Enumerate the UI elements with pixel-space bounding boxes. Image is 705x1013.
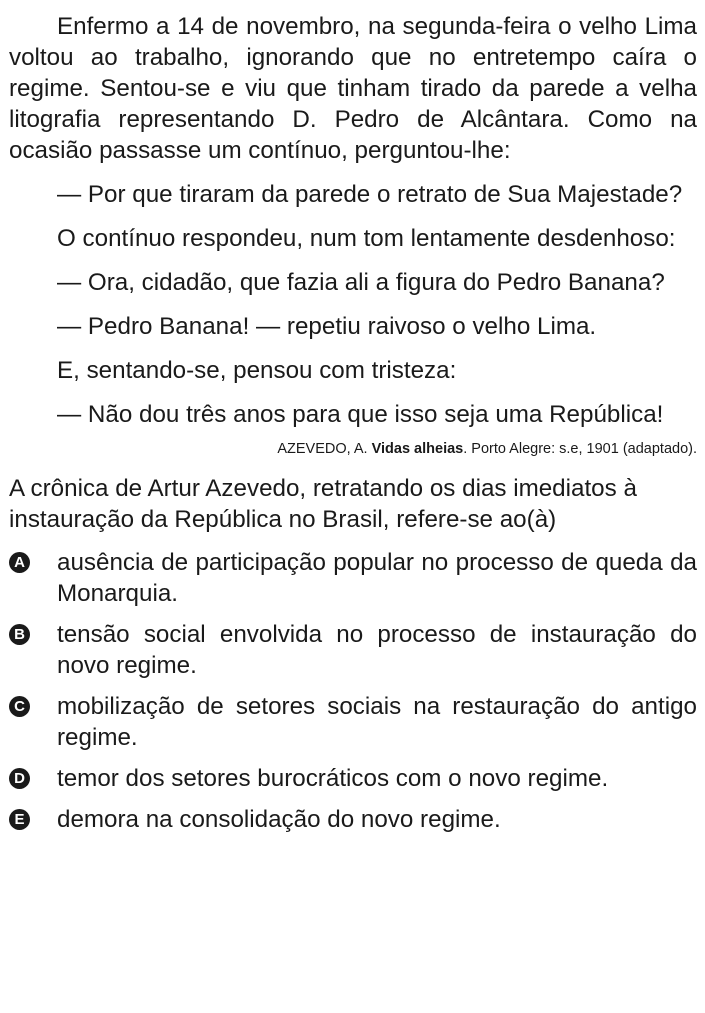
paragraph-3: O contínuo respondeu, num tom lentamente desdenhoso: [57, 225, 676, 252]
option-b[interactable] [9, 619, 697, 681]
option-d-letter-icon: D [9, 768, 30, 789]
paragraph-4: — Ora, cidadão, que fazia ali a figura do Pedro Banana? [57, 269, 665, 296]
paragraph-2: — Por que tiraram da parede o retrato de Sua Majestade? [57, 181, 683, 208]
option-a-text: ausência de participação popular no processo de queda da Monarquia. [57, 549, 697, 607]
citation-details: . Porto Alegre: s.e, 1901 (adaptado). [463, 441, 697, 457]
option-e-text: demora na consolidação do novo regime. [57, 806, 501, 833]
option-c[interactable] [9, 691, 697, 753]
option-c-letter-icon: C [9, 696, 30, 717]
option-d-text: temor dos setores burocráticos com o novo regime. [57, 765, 609, 792]
citation-author: AZEVEDO, A. [277, 441, 372, 457]
option-b-text: tensão social envolvida no processo de instauração do novo regime. [57, 621, 697, 679]
paragraph-6: E, sentando-se, pensou com tristeza: [57, 357, 457, 384]
option-a-letter-icon: A [9, 552, 30, 573]
option-b-letter-icon: B [9, 624, 30, 645]
option-e-letter-icon: E [9, 809, 30, 830]
paragraph-1: Enfermo a 14 de novembro, na segunda-feira o velho Lima voltou ao trabalho, ignorando que no entretempo caíra o regime. Sentou-se e viu que tinham tirado da parede a velha litografia representando D. Pedro de Alcântara. Como na ocasião passasse um contínuo, perguntou-lhe: [9, 13, 697, 164]
paragraph-7: — Não dou três anos para que isso seja uma República! [57, 401, 664, 428]
question-stem: A crônica de Artur Azevedo, retratando os dias imediatos à instauração da República no Brasil, refere-se ao(à) [9, 475, 637, 533]
option-a[interactable] [9, 547, 697, 609]
answer-options [9, 547, 697, 835]
chronicle-text [9, 11, 697, 430]
option-c-text: mobilização de setores sociais na restauração do antigo regime. [57, 693, 697, 751]
paragraph-5: — Pedro Banana! — repetiu raivoso o velho Lima. [57, 313, 597, 340]
option-d[interactable] [9, 763, 697, 794]
citation-work: Vidas alheias [371, 441, 464, 457]
source-citation [9, 439, 697, 459]
option-e[interactable] [9, 804, 697, 835]
